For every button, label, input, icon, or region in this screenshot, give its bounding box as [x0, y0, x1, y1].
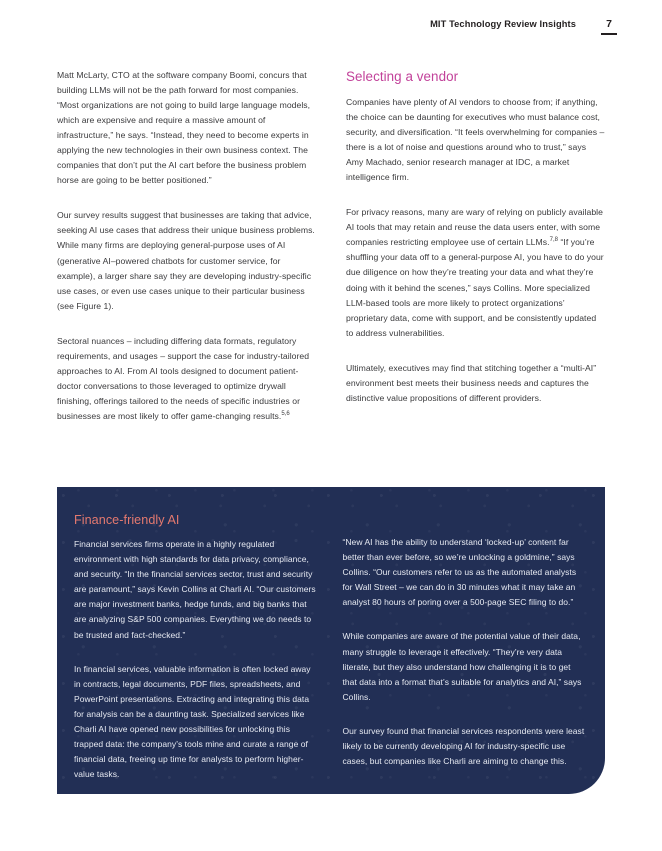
callout-left-column	[74, 512, 317, 782]
paragraph-text: Sectoral nuances – including differing data formats, regulatory requirements, and usages – support the case for industry-tailored approaches to AI. From AI tools designed to document patient-doctor conversations to those leveraged to optimize drywall finishing, offerings tailored to the needs of specific industries or businesses are most likely to offer game-changing results.	[57, 335, 310, 421]
paragraph-text-after-footnote: “If you’re shuffling your data off to a general-purpose AI, you have to do your due diligence on how they’re treating your data and what they’re doing with it behind the scenes,” says Collins. More specialized LLM-based tools are more likely to protect organizations’ proprietary data, come with support, and be consistently updated to address vulnerabilities.	[346, 237, 604, 338]
section-heading-selecting-a-vendor: Selecting a vendor	[346, 69, 459, 84]
page-header	[57, 18, 620, 40]
left-column	[57, 68, 316, 424]
callout-paragraph: “New AI has the ability to understand ‘locked-up’ content far better than ever before, so we’re unlocking a goldmine,” says Collins. “Our customers refer to us as the automated analysts for Wall Street – we can do in 30 minutes what it may take an analyst 80 hours of poring over a 500-page SEC filing to do.”	[342, 537, 577, 608]
article-columns	[57, 68, 605, 424]
callout-right-column	[343, 512, 586, 782]
paragraph: Companies have plenty of AI vendors to choose from; if anything, the choice can be daunting for executives who must balance cost, security, and diversification. “It feels overwhelming for companies – there is a lot of noise and questions around who to trust,” says Amy Machado, senior research manager at IDC, a market intelligence firm.	[346, 97, 605, 183]
footnote-reference: 5,6	[281, 411, 290, 418]
page-number: 7	[606, 18, 612, 30]
publication-title: MIT Technology Review Insights	[430, 19, 576, 29]
callout-heading: Finance-friendly AI	[74, 513, 180, 527]
paragraph	[346, 205, 605, 340]
right-column	[346, 68, 605, 424]
paragraph: Matt McLarty, CTO at the software company Boomi, concurs that building LLMs will not be the path forward for most companies. “Most organizations are not going to build large language models, which are expensive and require a massive amount of infrastructure,” he says. “Instead, they need to become experts in applying the new technologies in their own business context. The companies that don’t put the AI cart before the business problem horse are going to be better positioned.”	[57, 70, 311, 186]
paragraph	[57, 334, 316, 424]
callout-paragraph: While companies are aware of the potential value of their data, many struggle to leverage it effectively. “They’re very data literate, but they also understand how challenging it is to get that data into a format that’s suitable for analytics and AI,” says Collins.	[342, 631, 582, 702]
callout-box-finance-friendly-ai	[57, 487, 605, 794]
paragraph: Ultimately, executives may find that stitching together a “multi-AI” environment best meets their business needs and captures the distinctive value propositions of different providers.	[346, 362, 597, 403]
paragraph-text-before-footnote: For privacy reasons, many are wary of relying on publicly available AI tools that may retain and reuse the data users enter, with some companies restricting employee use of certain LLMs.	[346, 207, 603, 248]
footnote-reference: 7,8	[549, 237, 559, 244]
paragraph: Our survey results suggest that businesses are taking that advice, seeking AI use cases that address their unique business problems. While many firms are deploying general-purpose uses of AI (generative AI–powered chatbots for customer service, for example), a larger share say they are developing industry-specific use cases, or even use cases unique to their particular business (see Figure 1).	[57, 210, 315, 311]
callout-paragraph: Financial services firms operate in a highly regulated environment with high standards for data privacy, compliance, and security. “In the financial services sector, trust and security are paramount,” says Kevin Collins at Charli AI. “Our customers are major investment banks, hedge funds, and big banks that are analyzing S&P 500 companies. Everything we do needs to be trusted and fact-checked.”	[74, 539, 316, 640]
callout-paragraph: In financial services, valuable information is often locked away in contracts, legal documents, PDF files, spreadsheets, and PowerPoint presentations. Extracting and integrating this data for analysis can be a daunting task. Specialized services like Charli AI have opened new possibilities for unlocking this trapped data: the company’s tools mine and curate a range of financial data, freeing up time for analysts to perform higher-value tasks.	[74, 663, 311, 780]
callout-columns	[74, 512, 585, 782]
page-folio	[598, 18, 620, 35]
folio-rule	[601, 33, 617, 35]
callout-paragraph: Our survey found that financial services respondents were least likely to be currently developing AI for industry-specific use cases, but companies like Charli are aiming to change this.	[342, 725, 585, 767]
